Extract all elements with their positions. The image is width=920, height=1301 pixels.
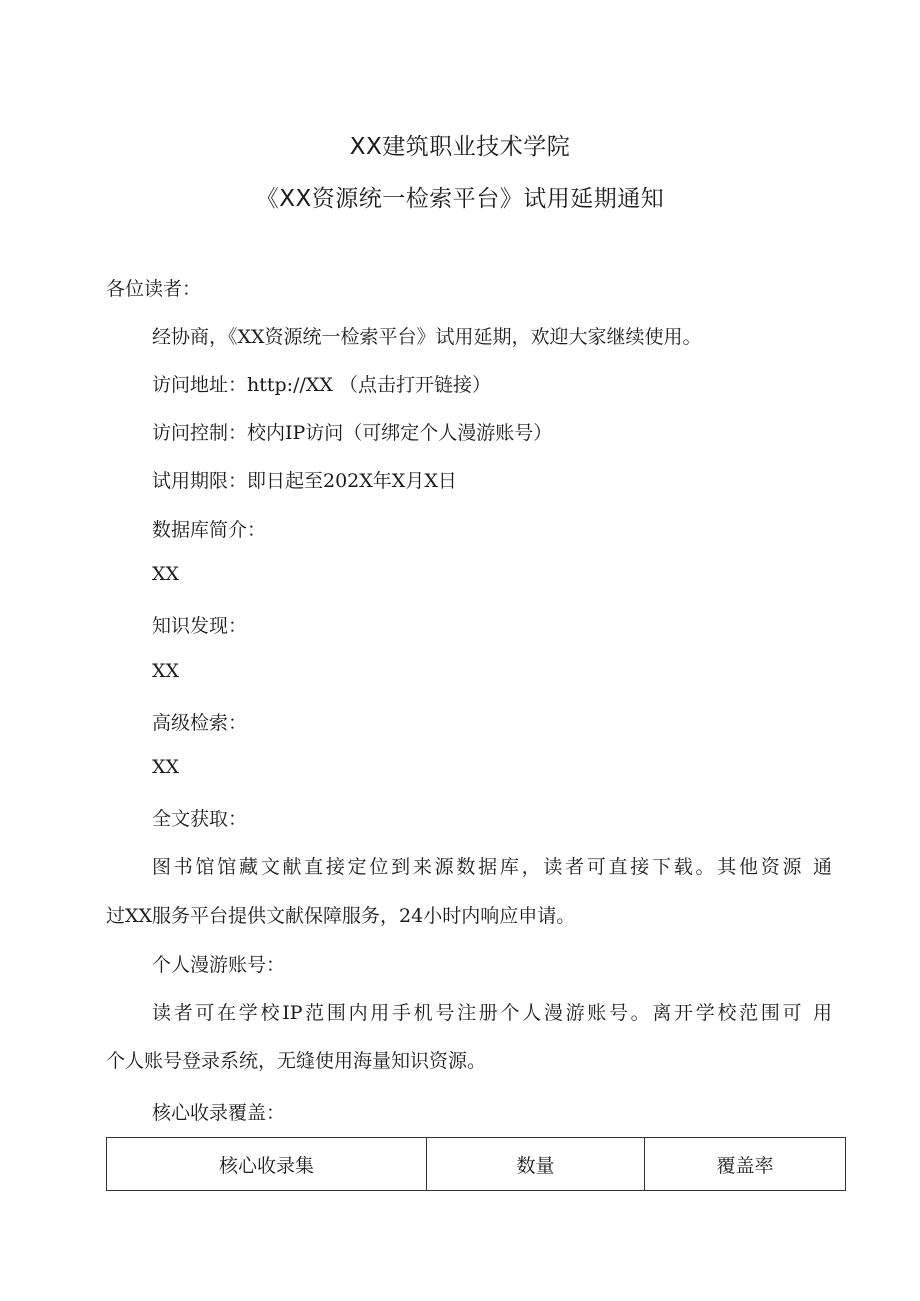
column-header-count: 数量 (427, 1138, 645, 1191)
document-title: XX建筑职业技术学院 (349, 134, 571, 160)
access-control: 访问控制：校内IP访问（可绑定个人漫游账号） (152, 422, 553, 444)
advanced-search-heading: 高级检索： (152, 712, 248, 734)
roaming-paragraph-line2: 个人账号登录系统，无缝使用海量知识资源。 (106, 1050, 487, 1072)
table-header-row (107, 1138, 846, 1191)
advanced-search-body: XX (152, 756, 180, 778)
coverage-table (106, 1137, 846, 1191)
discovery-heading: 知识发现： (152, 615, 248, 637)
fulltext-heading: 全文获取： (152, 808, 248, 830)
roaming-heading: 个人漫游账号： (152, 954, 286, 976)
coverage-heading: 核心收录覆盖： (152, 1102, 286, 1124)
discovery-body: XX (152, 660, 180, 682)
salutation: 各位读者： (106, 278, 202, 300)
fulltext-paragraph-line1: 图书馆馆藏文献直接定位到来源数据库，读者可直接下载。其他资源 通 (152, 856, 832, 878)
column-header-coverage-rate: 覆盖率 (645, 1138, 846, 1191)
trial-period: 试用期限：即日起至202X年X月X日 (152, 470, 457, 492)
fulltext-paragraph-line2: 过XX服务平台提供文献保障服务，24小时内响应申请。 (106, 905, 576, 927)
access-address[interactable]: 访问地址：http://XX （点击打开链接） (152, 374, 491, 396)
column-header-core-collection: 核心收录集 (107, 1138, 427, 1191)
intro-paragraph: 经协商，《XX资源统一检索平台》试用延期，欢迎大家继续使用。 (152, 326, 702, 348)
db-intro-heading: 数据库简介： (152, 519, 267, 541)
document-subtitle: 《XX资源统一检索平台》试用延期通知 (255, 186, 665, 212)
db-intro-body: XX (152, 563, 180, 585)
roaming-paragraph-line1: 读者可在学校IP范围内用手机号注册个人漫游账号。离开学校范围可 用 (152, 1002, 832, 1024)
